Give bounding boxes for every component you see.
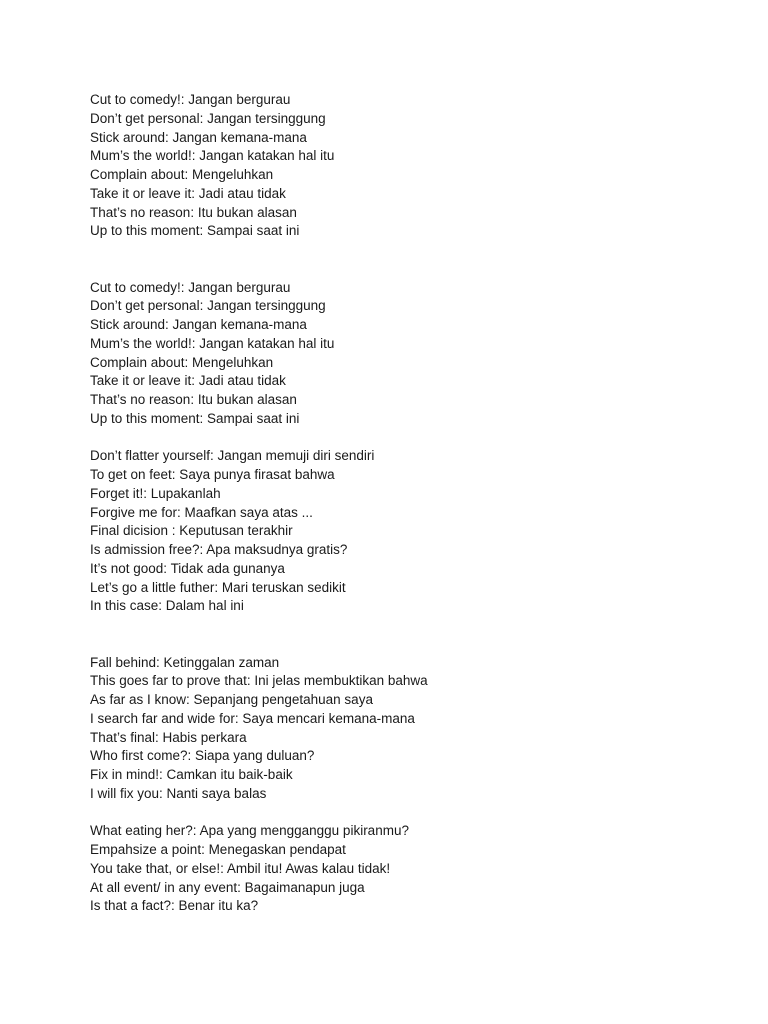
phrase-line: Take it or leave it: Jadi atau tidak [90, 185, 286, 201]
phrase-line: Take it or leave it: Jadi atau tidak [90, 373, 286, 389]
phrase-line: Fix in mind!: Camkan itu baik-baik [90, 767, 293, 782]
phrase-line: Cut to comedy!: Jangan bergurau [90, 279, 291, 295]
phrase-line: That’s final: Habis perkara [90, 729, 247, 745]
phrase-line: Empahsize a point: Menegaskan pendapat [90, 842, 346, 857]
phrase-line: Stick around: Jangan kemana-mana [90, 317, 307, 332]
phrase-line: Don’t get personal: Jangan tersinggung [90, 110, 326, 126]
blank-line [90, 260, 730, 279]
phrase-line: That’s no reason: Itu bukan alasan [90, 392, 297, 407]
phrase-line: It’s not good: Tidak ada gunanya [90, 560, 285, 576]
phrase-line: Don’t get personal: Jangan tersinggung [90, 298, 326, 314]
blank-line [90, 635, 730, 654]
phrase-line: Who first come?: Siapa yang duluan? [90, 748, 315, 764]
phrase-line: Complain about: Mengeluhkan [90, 354, 274, 370]
blank-line [90, 804, 730, 823]
phrase-line: Is admission free?: Apa maksudnya gratis? [90, 542, 348, 557]
phrase-line: Up to this moment: Sampai saat ini [90, 223, 300, 239]
phrase-line: Stick around: Jangan kemana-mana [90, 129, 307, 145]
phrase-line: At all event/ in any event: Bagaimanapun juga [90, 879, 365, 895]
blank-line [90, 241, 730, 260]
phrase-line: In this case: Dalam hal ini [90, 598, 244, 614]
phrase-line: That’s no reason: Itu bukan alasan [90, 204, 297, 220]
phrase-line: What eating her?: Apa yang mengganggu pikiranmu? [90, 823, 409, 839]
phrase-line: To get on feet: Saya punya firasat bahwa [90, 467, 335, 482]
phrase-line: This goes far to prove that: Ini jelas membuktikan bahwa [90, 673, 428, 689]
phrase-line: Final dicision : Keputusan terakhir [90, 523, 293, 539]
phrase-line: Forgive me for: Maafkan saya atas ... [90, 504, 313, 520]
phrase-line: Is that a fact?: Benar itu ka? [90, 898, 259, 914]
phrase-line: Mum’s the world!: Jangan katakan hal itu [90, 148, 335, 164]
phrase-line: As far as I know: Sepanjang pengetahuan saya [90, 692, 373, 707]
phrase-line: I will fix you: Nanti saya balas [90, 785, 267, 801]
phrase-line: Cut to comedy!: Jangan bergurau [90, 92, 291, 107]
phrase-line: Fall behind: Ketinggalan zaman [90, 654, 280, 670]
blank-line [90, 429, 730, 448]
phrase-line: Don’t flatter yourself: Jangan memuji diri sendiri [90, 448, 375, 464]
phrase-line: Complain about: Mengeluhkan [90, 167, 274, 182]
phrase-line: Up to this moment: Sampai saat ini [90, 410, 300, 426]
phrase-line: I search far and wide for: Saya mencari kemana-mana [90, 710, 415, 726]
phrase-list [90, 91, 730, 916]
blank-line [90, 616, 730, 635]
phrase-line: Mum’s the world!: Jangan katakan hal itu [90, 335, 335, 351]
phrase-line: Let’s go a little futher: Mari teruskan sedikit [90, 579, 346, 595]
phrase-line: You take that, or else!: Ambil itu! Awas kalau tidak! [90, 860, 391, 876]
phrase-line: Forget it!: Lupakanlah [90, 485, 221, 501]
